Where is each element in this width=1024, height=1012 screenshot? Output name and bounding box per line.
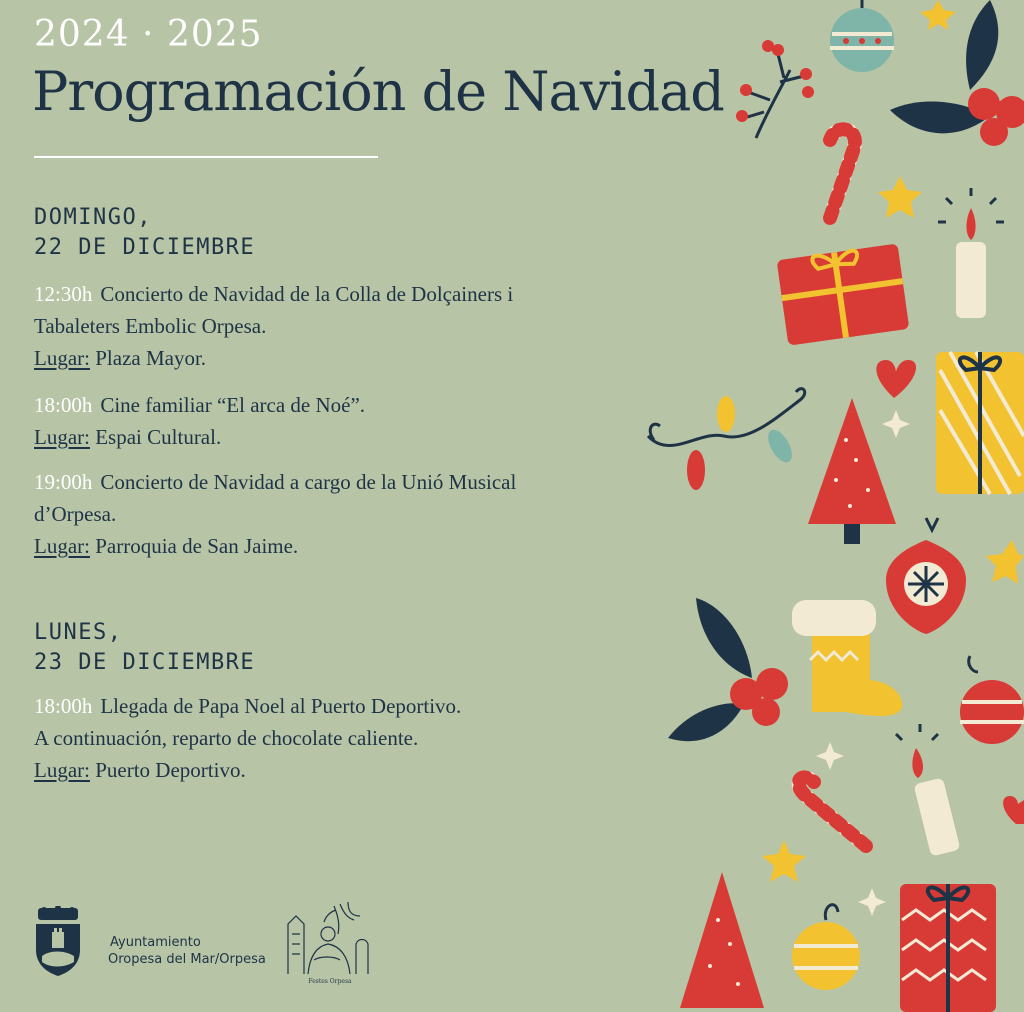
event-item <box>34 278 594 374</box>
day-heading-line2: 22 DE DICIEMBRE <box>34 235 256 260</box>
event-description: Concierto de Navidad a cargo de la Unió Musical <box>100 470 517 494</box>
ayuntamiento-line2: Oropesa del Mar/Orpesa <box>108 952 266 967</box>
christmas-tree-icon <box>680 872 764 1008</box>
event-item <box>34 690 594 786</box>
event-place-label: Lugar: <box>34 425 90 449</box>
sparkle-icon <box>816 742 844 770</box>
day-heading-lunes <box>34 618 255 678</box>
heart-icon <box>876 360 916 398</box>
event-place-label: Lugar: <box>34 534 90 558</box>
event-description: Concierto de Navidad de la Colla de Dolçainers i <box>100 282 514 306</box>
day-heading-domingo <box>34 203 255 263</box>
event-description: Cine familiar “El arca de Noé”. <box>100 393 366 417</box>
holly-icon <box>890 0 1024 146</box>
event-place-value: Plaza Mayor. <box>95 346 207 370</box>
candy-cane-icon <box>830 129 855 218</box>
heart-icon <box>1003 796 1024 824</box>
string-lights-icon <box>648 389 805 490</box>
ornament-icon <box>960 656 1024 744</box>
event-place <box>34 342 594 374</box>
star-icon <box>762 840 806 882</box>
star-icon <box>878 176 922 218</box>
sparkle-icon <box>858 888 886 916</box>
event-item <box>34 389 594 453</box>
years-heading: 2024 · 2025 <box>34 14 263 55</box>
christmas-tree-icon <box>808 398 896 544</box>
event-place <box>34 421 594 453</box>
gift-icon <box>777 244 910 346</box>
ornament-icon <box>830 0 894 72</box>
event-description: Llegada de Papa Noel al Puerto Deportivo. <box>100 694 462 718</box>
ornament-icon <box>792 905 860 990</box>
ayuntamiento-line1: Ayuntamiento <box>110 935 201 950</box>
event-place <box>34 754 594 786</box>
christmas-decorations <box>640 0 1024 1012</box>
event-place <box>34 530 594 562</box>
event-place-label: Lugar: <box>34 758 90 782</box>
event-place-value: Parroquia de San Jaime. <box>95 534 299 558</box>
ornament-icon <box>886 518 966 634</box>
event-line <box>34 690 594 722</box>
candy-cane-icon <box>799 777 866 846</box>
event-description-cont: Tabaleters Embolic Orpesa. <box>34 314 267 338</box>
ayuntamiento-label <box>108 934 266 968</box>
candle-icon <box>938 188 1004 318</box>
star-icon <box>920 0 956 30</box>
fiestas-illustration-logo <box>278 894 378 980</box>
title-divider <box>34 156 378 158</box>
gift-icon <box>900 884 996 1012</box>
event-time: 18:00h <box>34 694 93 718</box>
event-place-label: Lugar: <box>34 346 90 370</box>
stocking-icon <box>792 600 902 716</box>
page-title: Programación de Navidad <box>32 60 724 123</box>
event-time: 18:00h <box>34 393 93 417</box>
event-line <box>34 466 594 498</box>
event-item <box>34 466 594 562</box>
ayuntamiento-shield-logo <box>34 906 82 978</box>
event-time: 19:00h <box>34 470 93 494</box>
day-heading-line1: LUNES, <box>34 620 123 645</box>
gift-icon <box>936 352 1024 494</box>
event-description-cont: A continuación, reparto de chocolate caliente. <box>34 726 419 750</box>
day-heading-line1: DOMINGO, <box>34 205 152 230</box>
event-place-value: Puerto Deportivo. <box>95 758 246 782</box>
fiestas-caption: Festes Orpesa <box>308 978 352 985</box>
event-line <box>34 389 594 421</box>
event-place-value: Espai Cultural. <box>95 425 222 449</box>
holly-icon <box>668 598 788 741</box>
star-icon <box>986 540 1024 584</box>
berry-branch-icon <box>744 54 804 138</box>
candle-icon <box>896 724 961 857</box>
sparkle-icon <box>882 410 910 438</box>
event-description-cont: d’Orpesa. <box>34 502 117 526</box>
day-heading-line2: 23 DE DICIEMBRE <box>34 650 256 675</box>
event-line <box>34 278 594 310</box>
event-time: 12:30h <box>34 282 93 306</box>
